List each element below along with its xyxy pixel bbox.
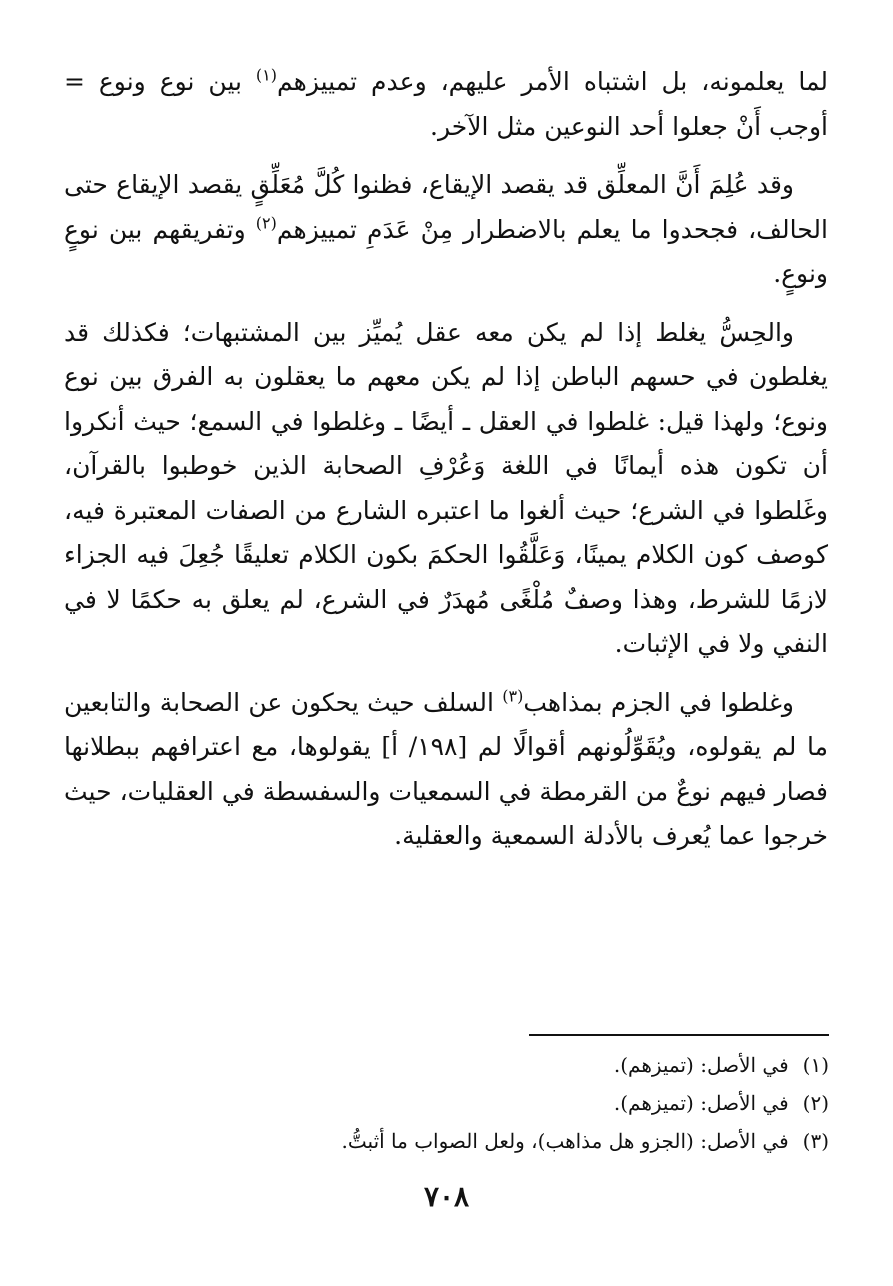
footnote-ref-2: (٢)	[255, 213, 277, 233]
text-segment: والحِسُّ يغلط إذا لم يكن معه عقل يُميِّز بين المشتبهات؛ فكذلك قد يغلطون في حسهم الباطن إذا لم يكن معهم ما يعقلون به الفرق بين نوع ونوع؛ ولهذا قيل: غلطوا في العقل ـ أيضًا ـ وغلطوا في السمع؛ حيث أنكروا أن تكون هذه أيمانًا في اللغة وَعُرْفِ الصحابة الذين خوطبوا بالقرآن، وغَلطوا في الشرع؛ حيث ألغوا ما اعتبره الشارع من الصفات المعتبرة فيه، كوصف كون الكلام يمينًا، وَعَلَّقُوا الحكمَ بكون الكلام تعليقًا جُعِلَ فيه الجزاء لازمًا للشرط، وهذا وصفٌ مُلْغًى مُهدَرٌ في الشرع، لم يعلق به حكمًا لا في النفي ولا في الإثبات.	[64, 317, 828, 658]
text-segment: وتفريقهم بين نوعٍ ونوعٍ.	[64, 214, 828, 288]
paragraph-3	[64, 311, 828, 667]
footnote-text: في الأصل: (الجزو هل مذاهب)، ولعل الصواب ما أثبتُّ.	[341, 1129, 789, 1153]
paragraph-2	[64, 163, 828, 297]
text-segment: وغلطوا في الجزم بمذاهب	[523, 687, 795, 717]
footnote-separator	[529, 1034, 829, 1036]
text-segment: بين نوع ونوع = أوجب أَنْ جعلوا أحد النوعين مثل الآخر.	[64, 67, 828, 141]
footnote-3	[65, 1122, 829, 1160]
footnote-text: في الأصل: (تميزهم).	[613, 1053, 789, 1077]
footnote-number: (٢)	[802, 1091, 829, 1115]
main-text	[64, 60, 828, 859]
footnote-2	[65, 1084, 829, 1122]
footnote-number: (٣)	[802, 1129, 829, 1153]
footnote-text: في الأصل: (تميزهم).	[613, 1091, 789, 1115]
page-number: ٧٠٨	[423, 1180, 470, 1213]
paragraph-1	[64, 60, 828, 149]
footnote-ref-1: (١)	[255, 65, 277, 85]
footnote-1	[65, 1046, 829, 1084]
footnote-ref-3: (٣)	[502, 686, 524, 706]
text-segment: السلف حيث يحكون عن الصحابة والتابعين ما لم يقولوه، ويُقَوِّلُونهم أقوالًا لم [١٩٨/ أ] يقولوها، مع اعترافهم ببطلانها فصار فيهم نوعٌ من القرمطة في السمعيات والسفسطة في العقليات، حيث خرجوا عما يُعرف بالأدلة السمعية والعقلية.	[64, 687, 828, 850]
paragraph-4	[64, 681, 828, 859]
text-segment: لما يعلمونه، بل اشتباه الأمر عليهم، وعدم تمييزهم	[277, 67, 829, 96]
footnotes	[65, 1046, 829, 1160]
footnote-number: (١)	[802, 1053, 829, 1077]
page-body	[64, 60, 828, 873]
text-segment: وقد عُلِمَ أَنَّ المعلِّق قد يقصد الإيقاع، فظنوا كُلَّ مُعَلِّقٍ يقصد الإيقاع حتى الحالف، فجحدوا ما يعلم بالاضطرار مِنْ عَدَمِ تمييزهم	[64, 170, 828, 244]
